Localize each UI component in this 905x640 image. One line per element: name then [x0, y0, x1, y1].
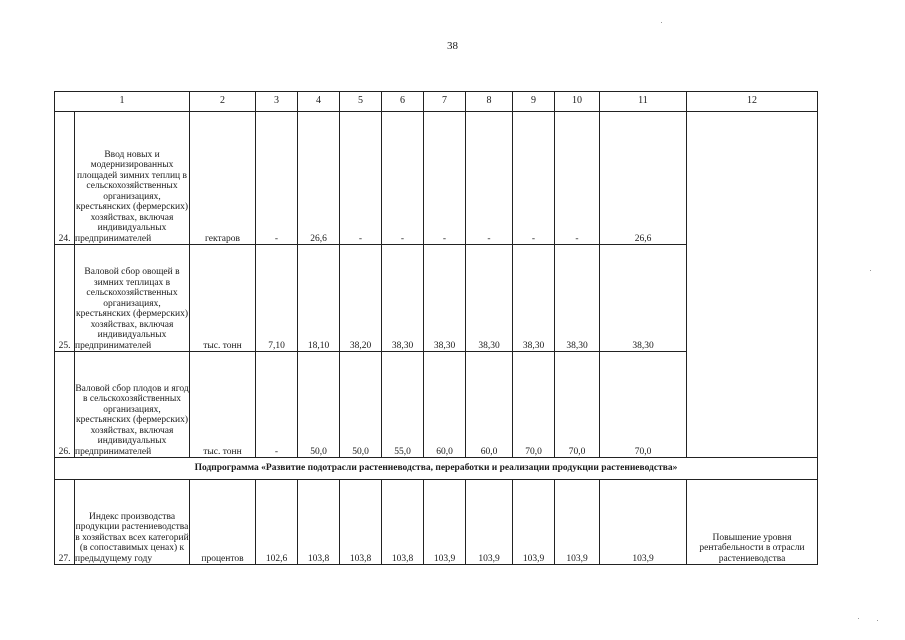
scan-speck: [858, 618, 859, 619]
scan-speck: [661, 22, 662, 23]
scan-speck: [877, 620, 878, 621]
column-header: 2: [190, 92, 256, 112]
row-number: 26.: [55, 352, 75, 458]
value-cell: -: [555, 112, 600, 245]
unit-of-measure: процентов: [190, 480, 256, 565]
table-row: [55, 112, 818, 245]
note-cell: Повышение уровня рентабельности в отрасли растениеводства: [687, 480, 818, 565]
value-cell: 103,8: [298, 480, 340, 565]
value-cell: 38,30: [513, 245, 555, 352]
value-cell: 103,9: [555, 480, 600, 565]
value-cell: 50,0: [340, 352, 382, 458]
value-cell: 103,8: [340, 480, 382, 565]
value-cell: 38,30: [424, 245, 466, 352]
value-cell: 70,0: [555, 352, 600, 458]
column-header: 8: [466, 92, 513, 112]
row-number: 25.: [55, 245, 75, 352]
unit-of-measure: гектаров: [190, 112, 256, 245]
column-header: 6: [382, 92, 424, 112]
value-cell: -: [513, 112, 555, 245]
value-cell: -: [466, 112, 513, 245]
value-cell: 103,9: [600, 480, 687, 565]
indicator-name: Валовой сбор овощей в зимних теплицах в сельскохозяйственных организациях, крестьянских (фермерских) хозяйствах, включая индивидуальных предпринимателей: [75, 245, 190, 352]
value-cell: 103,9: [513, 480, 555, 565]
indicator-name: Ввод новых и модернизированных площадей зимних теплиц в сельскохозяйственных организациях, крестьянских (фермерских) хозяйствах, включая индивидуальных предпринимателей: [75, 112, 190, 245]
value-cell: 38,30: [382, 245, 424, 352]
value-cell: -: [256, 352, 298, 458]
value-cell: 103,9: [466, 480, 513, 565]
value-cell: 7,10: [256, 245, 298, 352]
value-cell: 50,0: [298, 352, 340, 458]
value-cell: -: [382, 112, 424, 245]
column-header: 7: [424, 92, 466, 112]
value-cell: 70,0: [600, 352, 687, 458]
column-header: 1: [55, 92, 190, 112]
value-cell: 103,9: [424, 480, 466, 565]
value-cell: 60,0: [424, 352, 466, 458]
subprogram-row: [55, 458, 818, 480]
column-header: 9: [513, 92, 555, 112]
indicators-table: [54, 91, 818, 565]
value-cell: 38,20: [340, 245, 382, 352]
value-cell: -: [424, 112, 466, 245]
value-cell: 18,10: [298, 245, 340, 352]
column-header: 5: [340, 92, 382, 112]
value-cell: 60,0: [466, 352, 513, 458]
value-cell: 26,6: [600, 112, 687, 245]
unit-of-measure: тыс. тонн: [190, 245, 256, 352]
value-cell: 26,6: [298, 112, 340, 245]
value-cell: 38,30: [600, 245, 687, 352]
column-number-row: [55, 92, 818, 112]
table-row: [55, 480, 818, 565]
scan-speck: [870, 270, 871, 271]
value-cell: -: [256, 112, 298, 245]
value-cell: 70,0: [513, 352, 555, 458]
column-header: 10: [555, 92, 600, 112]
column-header: 12: [687, 92, 818, 112]
value-cell: 38,30: [555, 245, 600, 352]
indicator-name: Индекс производства продукции растениеводства в хозяйствах всех категорий (в сопоставимых ценах) к предыдущему году: [75, 480, 190, 565]
unit-of-measure: тыс. тонн: [190, 352, 256, 458]
column-header: 11: [600, 92, 687, 112]
column-header: 4: [298, 92, 340, 112]
value-cell: 38,30: [466, 245, 513, 352]
column-header: 3: [256, 92, 298, 112]
value-cell: 103,8: [382, 480, 424, 565]
row-number: 24.: [55, 112, 75, 245]
value-cell: 102,6: [256, 480, 298, 565]
note-cell: [687, 112, 818, 458]
value-cell: -: [340, 112, 382, 245]
indicator-name: Валовой сбор плодов и ягод в сельскохозяйственных организациях, крестьянских (фермерских) хозяйствах, включая индивидуальных предпринимателей: [75, 352, 190, 458]
subprogram-title: Подпрограмма «Развитие подотрасли растениеводства, переработки и реализации продукции растениеводства»: [55, 458, 818, 480]
value-cell: 55,0: [382, 352, 424, 458]
page-number: 38: [447, 40, 458, 52]
row-number: 27.: [55, 480, 75, 565]
